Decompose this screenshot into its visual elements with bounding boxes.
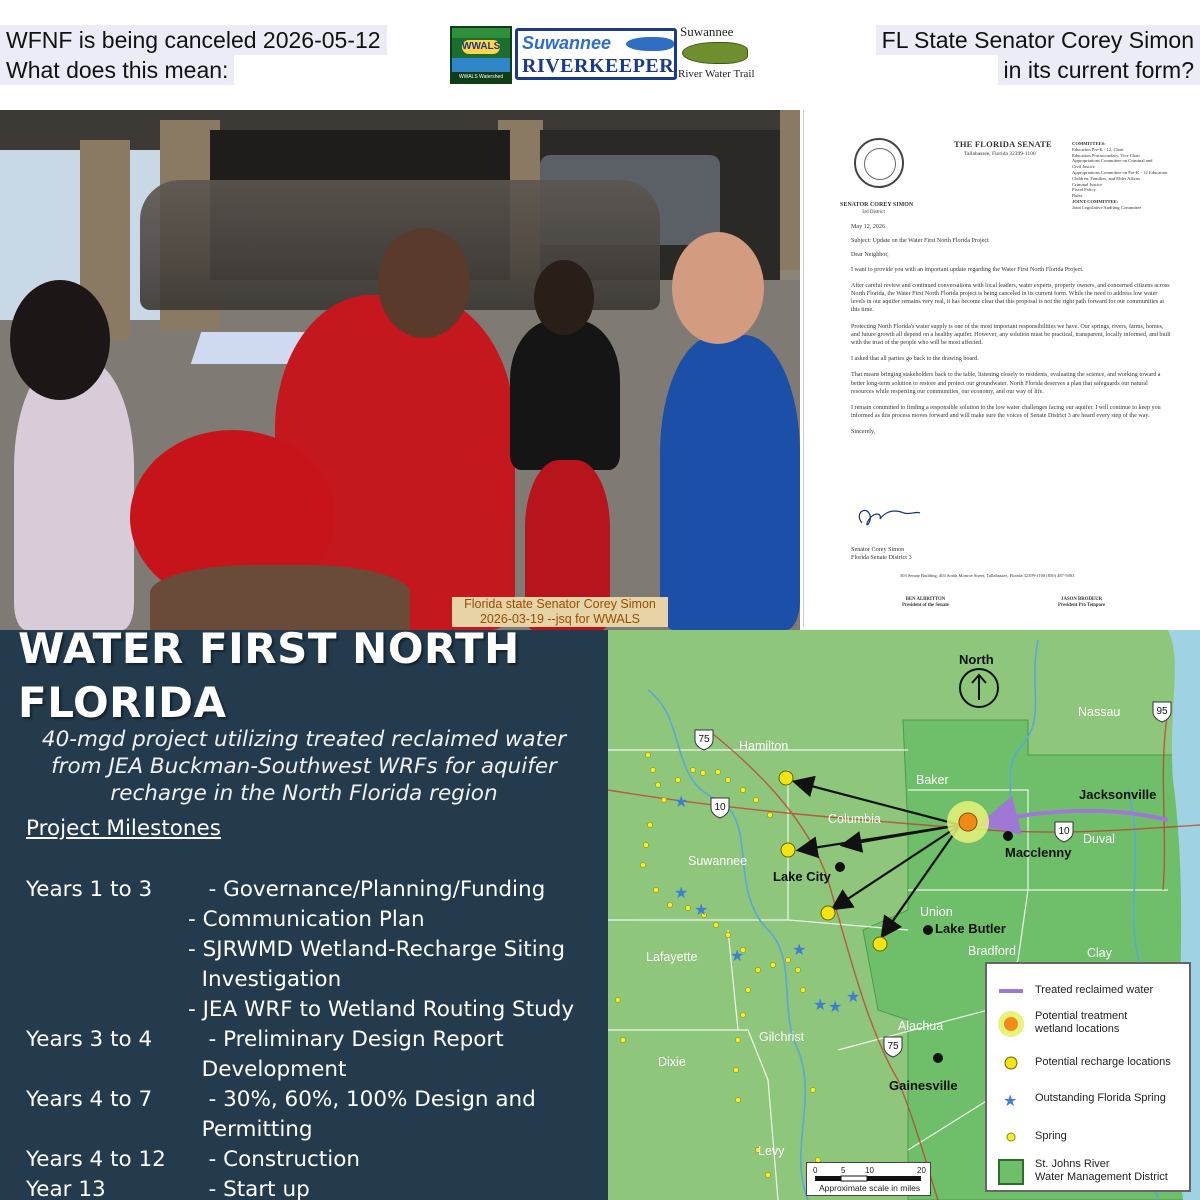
svg-text:Baker: Baker xyxy=(916,773,949,787)
milestone-row: Years 3 to 4 - Preliminary Design Report xyxy=(26,1027,504,1052)
svg-text:5: 5 xyxy=(841,1166,846,1175)
milestone-row: Investigation xyxy=(188,967,342,992)
svg-text:Gainesville: Gainesville xyxy=(889,1078,958,1093)
svg-text:Clay: Clay xyxy=(1087,946,1113,960)
header xyxy=(0,0,1200,110)
project-subtitle: 40-mgd project utilizing treated reclaimed water from JEA Buckman-Southwest WRFs for aquifer recharge in the North Florida region xyxy=(41,727,567,806)
letter-salutation: Dear Neighbor, xyxy=(851,252,889,259)
wetland-marker xyxy=(959,813,977,831)
svg-text:★: ★ xyxy=(1003,1092,1018,1110)
north-label: North xyxy=(959,652,994,667)
svg-text:★: ★ xyxy=(792,940,807,959)
star-icon xyxy=(997,1092,1025,1116)
milestone-list xyxy=(26,875,606,1200)
letter-paragraph: I asked that all parties go back to the drawing board. xyxy=(851,356,979,363)
reclaimed-water-icon xyxy=(997,984,1025,1008)
committee-list: COMMITTEES: Education Pre-K - 12, Chair Education Postsecondary, Vice Chair Appropriations Committee on Criminal and Civil Justice Appropriations Committee on Pre-K - 12 Education Children, Families, and Elder Affairs Criminal Justice Fiscal Policy Rules JOINT COMMITTEE: Joint Legislative Auditing Committee xyxy=(1072,141,1168,210)
fish-icon xyxy=(626,37,674,51)
senator-district: 3rd District xyxy=(862,210,885,215)
milestone-row: Year 13 - Start up xyxy=(26,1177,310,1200)
svg-text:Macclenny: Macclenny xyxy=(1005,845,1072,860)
svg-text:Nassau: Nassau xyxy=(1078,705,1121,719)
headline-right-2: in its current form? xyxy=(998,55,1200,85)
headline-left-2: What does this mean: xyxy=(0,55,234,85)
svg-text:★: ★ xyxy=(846,987,861,1006)
milestone-row: - Communication Plan xyxy=(188,907,425,932)
svg-text:Hamilton: Hamilton xyxy=(739,739,789,753)
svg-text:Dixie: Dixie xyxy=(658,1055,686,1069)
svg-text:Levy: Levy xyxy=(758,1144,785,1158)
svg-text:95: 95 xyxy=(1156,706,1168,717)
bass-fish-icon xyxy=(682,42,748,64)
svg-text:Lake Butler: Lake Butler xyxy=(935,921,1006,936)
letter-date: May 12, 2026 xyxy=(851,224,886,230)
milestone-row: Development xyxy=(188,1057,347,1082)
svg-text:20: 20 xyxy=(917,1166,926,1175)
milestone-row: - JEA WRF to Wetland Routing Study xyxy=(188,997,575,1022)
svg-text:0: 0 xyxy=(813,1166,818,1175)
district-icon xyxy=(997,1158,1025,1186)
riverkeeper-logo: Suwannee RIVERKEEPER xyxy=(515,28,677,80)
recharge-icon xyxy=(997,1056,1025,1080)
svg-text:Alachua: Alachua xyxy=(898,1019,944,1033)
svg-text:75: 75 xyxy=(887,1041,899,1052)
svg-text:10: 10 xyxy=(865,1166,874,1175)
svg-text:★: ★ xyxy=(828,997,843,1016)
svg-text:75: 75 xyxy=(698,734,710,745)
svg-text:Lake City: Lake City xyxy=(773,869,831,884)
svg-text:★: ★ xyxy=(674,883,689,902)
letter-title: THE FLORIDA SENATE xyxy=(954,139,1052,149)
letter-paragraph: Protecting North Florida's water supply is one of the most important responsibilities we have. Our springs, rivers, farms, homes, and future growth all depend on a healthy aquifer. However, any solution must be practical, transparent, locally informed, and built with the trust of the people who will be most affected. xyxy=(851,323,1171,347)
senate-letter xyxy=(803,110,1200,627)
letter-subject: Subject: Update on the Water First North Florida Project xyxy=(851,238,989,245)
map-legend: Treated reclaimed water Potential treatment wetland locations Potential recharge locations ★ Outstanding Florida Spring Spring St. Johns River Water Management District xyxy=(985,962,1191,1192)
senate-seal-icon xyxy=(854,138,904,188)
wetland-icon xyxy=(997,1010,1025,1038)
letter-paragraph: After careful review and continued conversations with local leaders, water experts, property owners, and concerned citizens across North Florida, the Water First North Florida project is being canceled in its current form. While the need to address low water levels in our aquifer remains very real, it has become clear that this proposal is not the right path forward for our communities at this time. xyxy=(851,282,1170,314)
svg-text:Bradford: Bradford xyxy=(968,944,1016,958)
letter-paragraph: I remain committed to finding a responsible solution to the low water challenges facing our aquifer. I will continue to keep you informed as this process moves forward and will make sure the voices of Senate District 3 are heard every step of the way. xyxy=(851,405,1161,420)
photo-caption: Florida state Senator Corey Simon 2026-03-19 --jsq for WWALS xyxy=(452,597,668,627)
svg-text:★: ★ xyxy=(694,900,709,919)
milestone-row: - SJRWMD Wetland-Recharge Siting xyxy=(188,937,565,962)
svg-text:★: ★ xyxy=(674,792,689,811)
letter-closing: Sincerely, xyxy=(851,429,876,436)
svg-text:Union: Union xyxy=(920,905,953,919)
svg-text:10: 10 xyxy=(1058,826,1070,837)
svg-text:Jacksonville: Jacksonville xyxy=(1079,787,1157,802)
milestones-heading: Project Milestones xyxy=(26,816,221,841)
svg-text:★: ★ xyxy=(813,995,828,1014)
svg-text:Suwannee: Suwannee xyxy=(688,854,748,868)
headline-right-1: FL State Senator Corey Simon xyxy=(876,25,1200,55)
spring-icon xyxy=(997,1130,1025,1154)
project-title: WATER FIRST NORTH FLORIDA xyxy=(18,630,520,727)
project-panel xyxy=(0,630,608,1200)
svg-text:Duval: Duval xyxy=(1083,832,1115,846)
scale-bar: 0 5 10 20 Approximate scale in miles xyxy=(806,1162,931,1196)
milestone-row: Permitting xyxy=(188,1117,313,1142)
svg-text:Lafayette: Lafayette xyxy=(646,950,698,964)
letter-footer-address: 303 Senate Building, 404 South Monroe Street, Tallahassee, Florida 32399-1100 (850) 487-5003 xyxy=(900,573,1075,578)
letter-address: Tallahassee, Florida 32399-1100 xyxy=(964,151,1036,157)
headline-left-1: WFNF is being canceled 2026-05-12 xyxy=(0,25,387,55)
milestone-row: Years 4 to 7 - 30%, 60%, 100% Design and xyxy=(26,1087,536,1112)
water-trail-logo: Suwannee River Water Trail xyxy=(678,24,755,80)
wwals-logo: WWALS WWALS Watershed Coalition xyxy=(450,26,512,84)
letter-paragraph: I want to provide you with an important update regarding the Water First North Florida Project. xyxy=(851,266,1084,273)
milestone-row: Years 4 to 12 - Construction xyxy=(26,1147,360,1172)
senator-name: SENATOR COREY SIMON xyxy=(840,202,914,208)
svg-text:★: ★ xyxy=(730,946,745,965)
svg-text:10: 10 xyxy=(714,802,726,813)
senator-photo xyxy=(0,110,800,630)
letter-paragraph: That means bringing stakeholders back to the table, listening closely to residents, evaluating the science, and working toward a better long-term solution to restore and protect our groundwater. North Florida deserves a plan that safeguards our natural resources while respecting our communities, our economy, and our way of life. xyxy=(851,372,1161,395)
signature xyxy=(852,503,922,533)
senate-president: BEN ALBRITTON President of the Senate xyxy=(902,597,949,608)
svg-text:Gilchrist: Gilchrist xyxy=(759,1030,805,1044)
president-pro-tempore: JASON BRODEUR President Pro Tempore xyxy=(1058,597,1106,608)
signature-block: Senator Corey Simon Florida Senate District 3 xyxy=(851,546,912,561)
milestone-row: Years 1 to 3 - Governance/Planning/Funding xyxy=(26,877,546,902)
svg-text:Columbia: Columbia xyxy=(828,812,881,826)
project-map xyxy=(608,630,1200,1200)
letter-body xyxy=(851,223,1171,445)
